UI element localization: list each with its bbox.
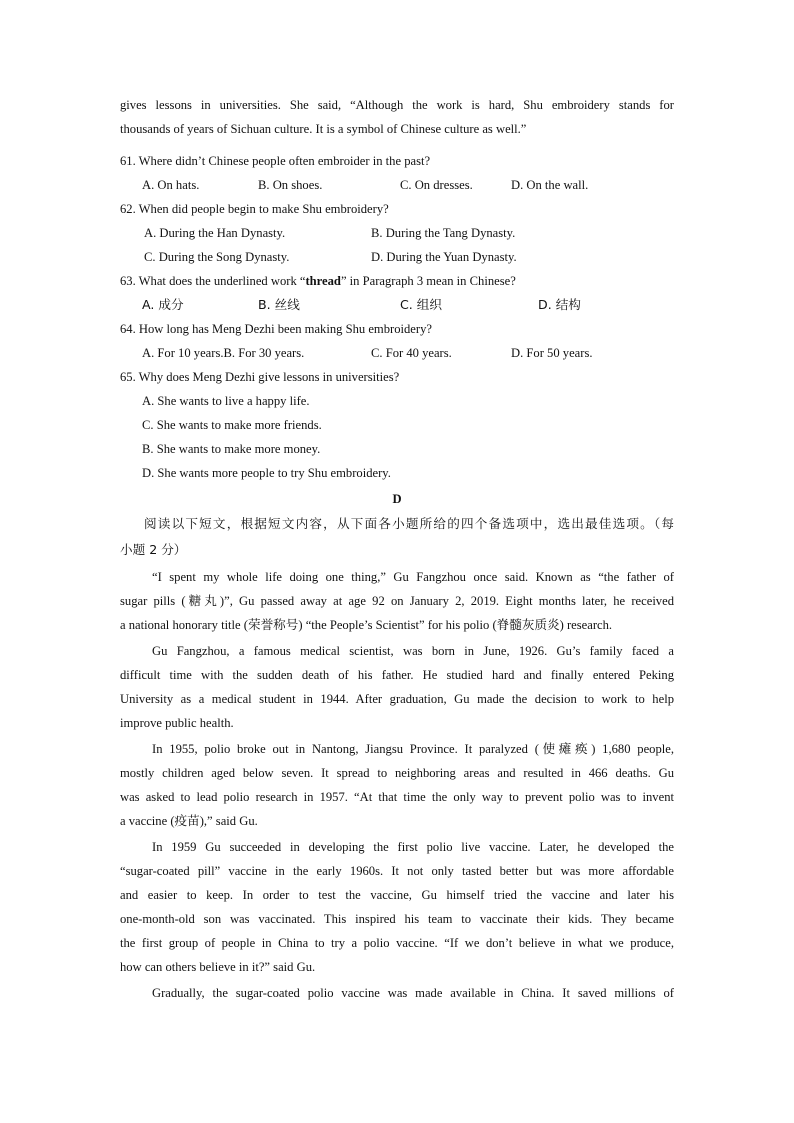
text-line: In 1955, polio broke out in Nantong, Jiangsu Province. It paralyzed (使瘫痪) 1,680 people, xyxy=(152,742,674,756)
text-line: 阅读以下短文，根据短文内容，从下面各小题所给的四个备选项中，选出最佳选项。（每 xyxy=(144,516,674,531)
options-list xyxy=(120,389,674,485)
option-c: C. She wants to make more friends. xyxy=(142,418,322,432)
option-d: D. On the wall. xyxy=(511,178,589,192)
option-b: B. She wants to make more money. xyxy=(142,442,321,456)
option-b: B. 丝线 xyxy=(258,297,300,312)
text-line: a vaccine (疫苗),” said Gu. xyxy=(120,814,258,828)
passage-paragraph-4 xyxy=(120,835,674,979)
section-instruction xyxy=(120,511,674,563)
question-text: 64. How long has Meng Dezhi been making Shu embroidery? xyxy=(120,322,432,336)
text-line: “sugar-coated pill” vaccine in the early 1960s. It not only tasted better but was more affordable xyxy=(120,864,674,878)
text-line: was asked to lead polio research in 1957. “At that time the only way to prevent polio was to invent xyxy=(120,790,674,804)
text-line: University as a medical student in 1944. After graduation, Gu made the decision to work to help xyxy=(120,692,674,706)
options-row xyxy=(120,221,674,245)
text-line: one-month-old son was vaccinated. This inspired his team to vaccinate their kids. They became xyxy=(120,912,674,926)
section-heading: D xyxy=(392,492,402,506)
text-line: the first group of people in China to try a polio vaccine. “If we don’t believe in what we produce, xyxy=(120,936,674,950)
text-line: improve public health. xyxy=(120,716,234,730)
text-line: and easier to keep. In order to test the vaccine, Gu himself tried the vaccine and later his xyxy=(120,888,674,902)
question-65 xyxy=(120,365,674,485)
option-a-b: A. For 10 years.B. For 30 years. xyxy=(142,346,305,360)
question-text xyxy=(120,269,674,293)
passage-paragraph-1 xyxy=(120,565,674,637)
passage-paragraph-5 xyxy=(120,981,674,1005)
text-line: difficult time with the sudden death of his father. He studied hard and finally entered Peking xyxy=(120,668,674,682)
underlined-word: thread xyxy=(305,274,341,288)
option-a: A. On hats. xyxy=(142,178,200,192)
options-row xyxy=(120,245,674,269)
option-c: C. On dresses. xyxy=(400,178,473,192)
options-row xyxy=(120,293,674,317)
question-63 xyxy=(120,269,674,317)
text-line: Gu Fangzhou, a famous medical scientist, was born in June, 1926. Gu’s family faced a xyxy=(152,644,674,658)
option-b: B. During the Tang Dynasty. xyxy=(371,226,516,240)
option-a: A. During the Han Dynasty. xyxy=(144,226,286,240)
option-d: D. She wants more people to try Shu embroidery. xyxy=(142,466,391,480)
text-line: “I spent my whole life doing one thing,” Gu Fangzhou once said. Known as “the father of xyxy=(152,570,674,584)
question-text: 61. Where didn’t Chinese people often embroider in the past? xyxy=(120,154,431,168)
text-line: 小题 2 分） xyxy=(120,542,187,557)
option-c: C. 组织 xyxy=(400,297,442,312)
intro-paragraph xyxy=(120,93,674,141)
option-d: D. 结构 xyxy=(538,297,581,312)
text-line: thousands of years of Sichuan culture. It is a symbol of Chinese culture as well.” xyxy=(120,122,527,136)
text-line: sugar pills (糖丸)”, Gu passed away at age 92 on January 2, 2019. Eight months later, he received xyxy=(120,594,674,608)
text-line: Gradually, the sugar-coated polio vaccine was made available in China. It saved millions of xyxy=(152,986,674,1000)
option-c: C. During the Song Dynasty. xyxy=(144,250,290,264)
options-row xyxy=(120,341,674,365)
option-a: A. 成分 xyxy=(142,297,184,312)
passage-paragraph-2 xyxy=(120,639,674,735)
question-62 xyxy=(120,197,674,269)
exam-page xyxy=(120,93,674,1007)
options-row xyxy=(120,173,674,197)
option-a: A. She wants to live a happy life. xyxy=(142,394,310,408)
question-text-end: ” in Paragraph 3 mean in Chinese? xyxy=(340,274,516,288)
question-text: 62. When did people begin to make Shu embroidery? xyxy=(120,202,389,216)
text-line: mostly children aged below seven. It spread to neighboring areas and resulted in 466 deaths. Gu xyxy=(120,766,674,780)
question-text-start: 63. What does the underlined work “ xyxy=(120,274,306,288)
option-d: D. For 50 years. xyxy=(511,346,593,360)
option-c: C. For 40 years. xyxy=(371,346,452,360)
text-line: gives lessons in universities. She said, “Although the work is hard, Shu embroidery stands for xyxy=(120,98,674,112)
text-line: a national honorary title (荣誉称号) “the People’s Scientist” for his polio (脊髓灰质炎) research. xyxy=(120,618,613,632)
option-b: B. On shoes. xyxy=(258,178,323,192)
question-64 xyxy=(120,317,674,365)
question-61 xyxy=(120,149,674,197)
passage-paragraph-3 xyxy=(120,737,674,833)
option-d: D. During the Yuan Dynasty. xyxy=(371,250,517,264)
text-line: In 1959 Gu succeeded in developing the first polio live vaccine. Later, he developed the xyxy=(152,840,674,854)
question-text: 65. Why does Meng Dezhi give lessons in universities? xyxy=(120,370,400,384)
text-line: how can others believe in it?” said Gu. xyxy=(120,960,316,974)
